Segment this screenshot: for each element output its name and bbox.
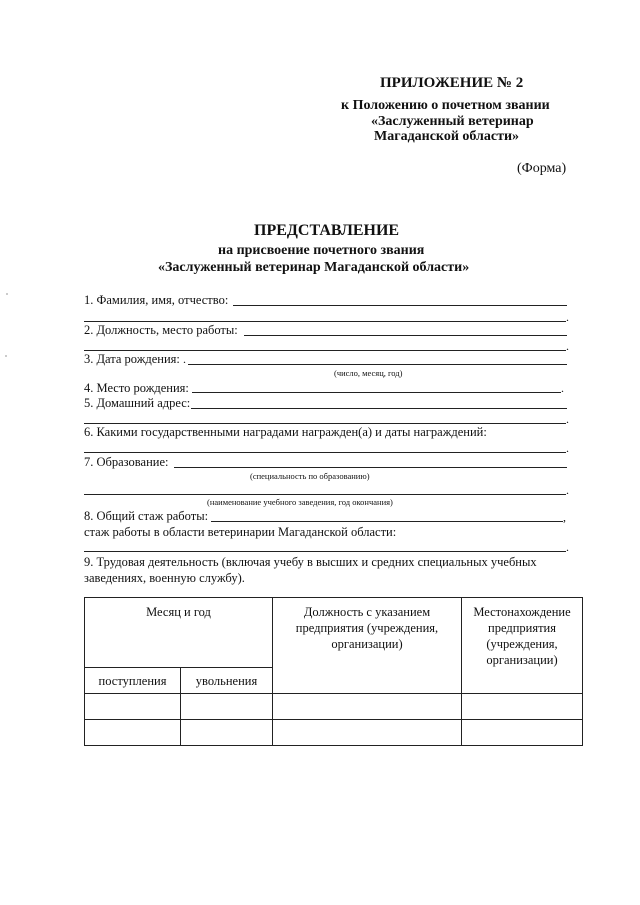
field-education-line[interactable]: [174, 467, 567, 468]
field-awards-line[interactable]: [84, 452, 566, 453]
table-cell[interactable]: [273, 720, 462, 746]
column-header-location-line: предприятия: [488, 621, 556, 635]
field-awards-label: 6. Какими государственными наградами награжден(а) и даты награждений:: [84, 425, 487, 439]
field-birth-place-label: 4. Место рождения:: [84, 381, 189, 395]
column-header-month-year-text: Месяц и год: [146, 605, 211, 619]
header-reference-line-2: «Заслуженный ветеринар: [371, 114, 534, 129]
field-total-experience-line[interactable]: [211, 521, 563, 522]
field-full-name-line[interactable]: [233, 305, 567, 306]
table-cell[interactable]: [273, 694, 462, 720]
field-education-label: 7. Образование:: [84, 455, 169, 469]
field-work-history-label-2: заведениях, военную службу).: [84, 571, 245, 585]
table-cell[interactable]: [462, 694, 583, 720]
table-cell[interactable]: [181, 720, 273, 746]
field-vet-experience-label: стаж работы в области ветеринарии Магаданской области:: [84, 525, 397, 539]
field-education-hint-1: (специальность по образованию): [250, 471, 370, 481]
field-total-experience-label: 8. Общий стаж работы:: [84, 509, 209, 523]
table-cell[interactable]: [181, 694, 273, 720]
column-header-location: [462, 598, 583, 694]
table-cell[interactable]: [462, 720, 583, 746]
column-header-month-year: [85, 598, 273, 668]
subheader-dismissal: [181, 668, 273, 694]
field-education-hint-2: (наименование учебного заведения, год окончания): [207, 497, 393, 507]
field-full-name-line-2[interactable]: [84, 321, 566, 322]
table-row: [85, 694, 583, 720]
field-home-address-line-2[interactable]: [84, 423, 566, 424]
header-reference-line-1: к Положению о почетном звании: [341, 98, 550, 113]
column-header-position-line: предприятия (учреждения,: [295, 621, 439, 635]
column-header-position-line: организации): [331, 637, 403, 651]
form-label: (Форма): [517, 161, 567, 176]
appendix-title: ПРИЛОЖЕНИЕ № 2: [380, 75, 524, 91]
table-cell[interactable]: [85, 720, 181, 746]
document-subtitle-line-2: «Заслуженный ветеринар Магаданской области»: [158, 260, 470, 275]
field-vet-experience-line[interactable]: [84, 551, 566, 552]
field-work-history-label-1: 9. Трудовая деятельность (включая учебу в высших и средних специальных учебных: [84, 555, 537, 569]
field-full-name-label: 1. Фамилия, имя, отчество:: [84, 293, 229, 307]
subheader-dismissal-text: увольнения: [195, 673, 258, 688]
column-header-location-line: Местонахождение: [473, 605, 571, 619]
field-birth-date-label: 3. Дата рождения:: [84, 352, 180, 366]
scan-speck: [6, 293, 8, 295]
column-header-position-line: Должность с указанием: [303, 605, 431, 619]
column-header-position: [273, 598, 462, 694]
subheader-hire: [85, 668, 181, 694]
subheader-hire-text: поступления: [98, 673, 167, 688]
field-education-line-2[interactable]: [84, 494, 566, 495]
field-position-line-2[interactable]: [84, 350, 566, 351]
column-header-location-line: организации): [486, 653, 558, 667]
header-reference-line-3: Магаданской области»: [374, 129, 520, 144]
field-birth-place-line[interactable]: [192, 392, 561, 393]
table-row: [85, 720, 583, 746]
table-cell[interactable]: [85, 694, 181, 720]
field-birth-date-line[interactable]: [188, 364, 567, 365]
scan-speck: [5, 355, 7, 357]
column-header-location-line: (учреждения,: [486, 637, 558, 651]
field-home-address-label: 5. Домашний адрес:: [84, 396, 191, 410]
field-position-line[interactable]: [244, 335, 567, 336]
document-subtitle-line-1: на присвоение почетного звания: [218, 243, 425, 258]
document-title: ПРЕДСТАВЛЕНИЕ: [254, 222, 400, 239]
work-history-table: [84, 597, 583, 746]
field-birth-date-hint: (число, месяц, год): [334, 368, 403, 378]
field-position-label: 2. Должность, место работы:: [84, 323, 238, 337]
field-home-address-line[interactable]: [191, 408, 567, 409]
